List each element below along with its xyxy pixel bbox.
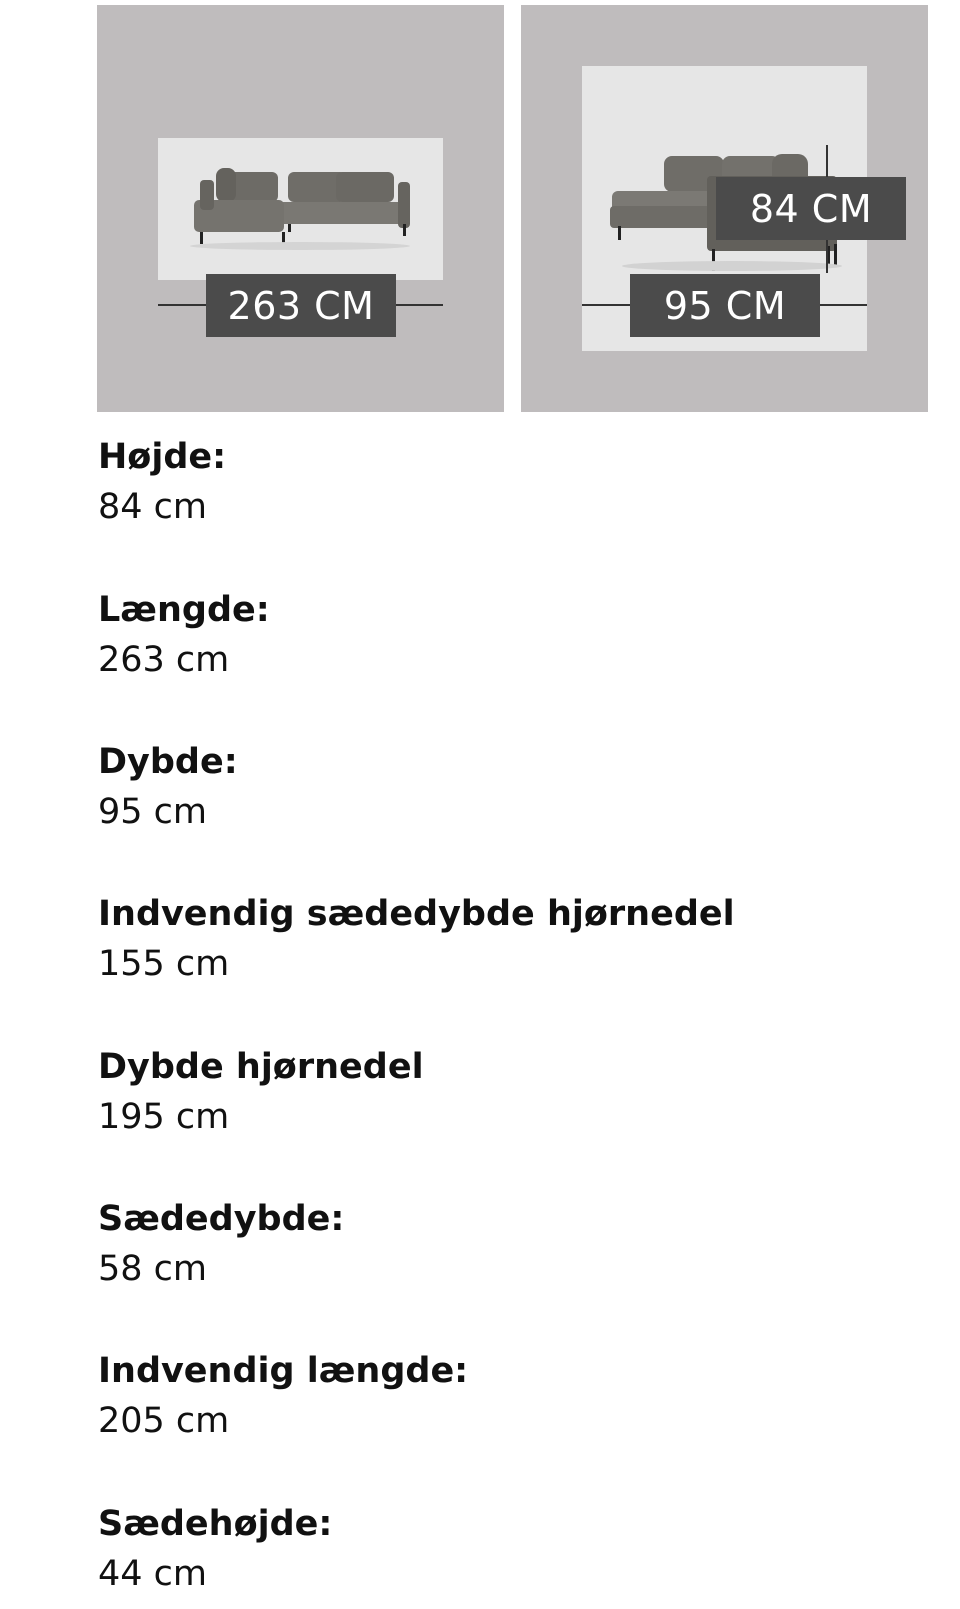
spec-value: 205 cm [98, 1401, 230, 1441]
spec-value: 95 cm [98, 792, 207, 832]
spec-depth [98, 740, 238, 834]
width-line-right [395, 304, 443, 306]
depth-line-right [819, 304, 867, 306]
spec-length [98, 588, 270, 682]
spec-label: Indvendig sædedybde hjørnedel [98, 894, 735, 934]
sofa-front-photo [158, 138, 443, 280]
depth-line-left [582, 304, 630, 306]
spec-label: Dybde: [98, 742, 238, 782]
width-line-left [158, 304, 206, 306]
spec-seat-height [98, 1502, 332, 1596]
spec-value: 84 cm [98, 487, 207, 527]
spec-value: 263 cm [98, 640, 230, 680]
spec-label: Sædehøjde: [98, 1504, 333, 1544]
spec-label: Indvendig længde: [98, 1351, 469, 1391]
spec-value: 155 cm [98, 944, 230, 984]
spec-label: Sædedybde: [98, 1199, 345, 1239]
sofa-front-illustration [158, 138, 443, 280]
height-dimension-label: 84 CM [716, 177, 906, 240]
spec-label: Dybde hjørnedel [98, 1047, 424, 1087]
sofa-side-image-card[interactable] [521, 5, 928, 412]
spec-value: 44 cm [98, 1554, 207, 1594]
spec-inner-length [98, 1349, 468, 1443]
spec-value: 58 cm [98, 1249, 207, 1289]
spec-height [98, 435, 226, 529]
spec-label: Længde: [98, 590, 270, 630]
spec-inner-seat-depth-corner [98, 892, 735, 986]
spec-label: Højde: [98, 437, 227, 477]
sofa-front-image-card[interactable] [97, 5, 504, 412]
width-dimension-label: 263 CM [206, 274, 396, 337]
spec-value: 195 cm [98, 1097, 230, 1137]
spec-depth-corner [98, 1045, 424, 1139]
depth-dimension-label: 95 CM [630, 274, 820, 337]
spec-seat-depth [98, 1197, 344, 1291]
